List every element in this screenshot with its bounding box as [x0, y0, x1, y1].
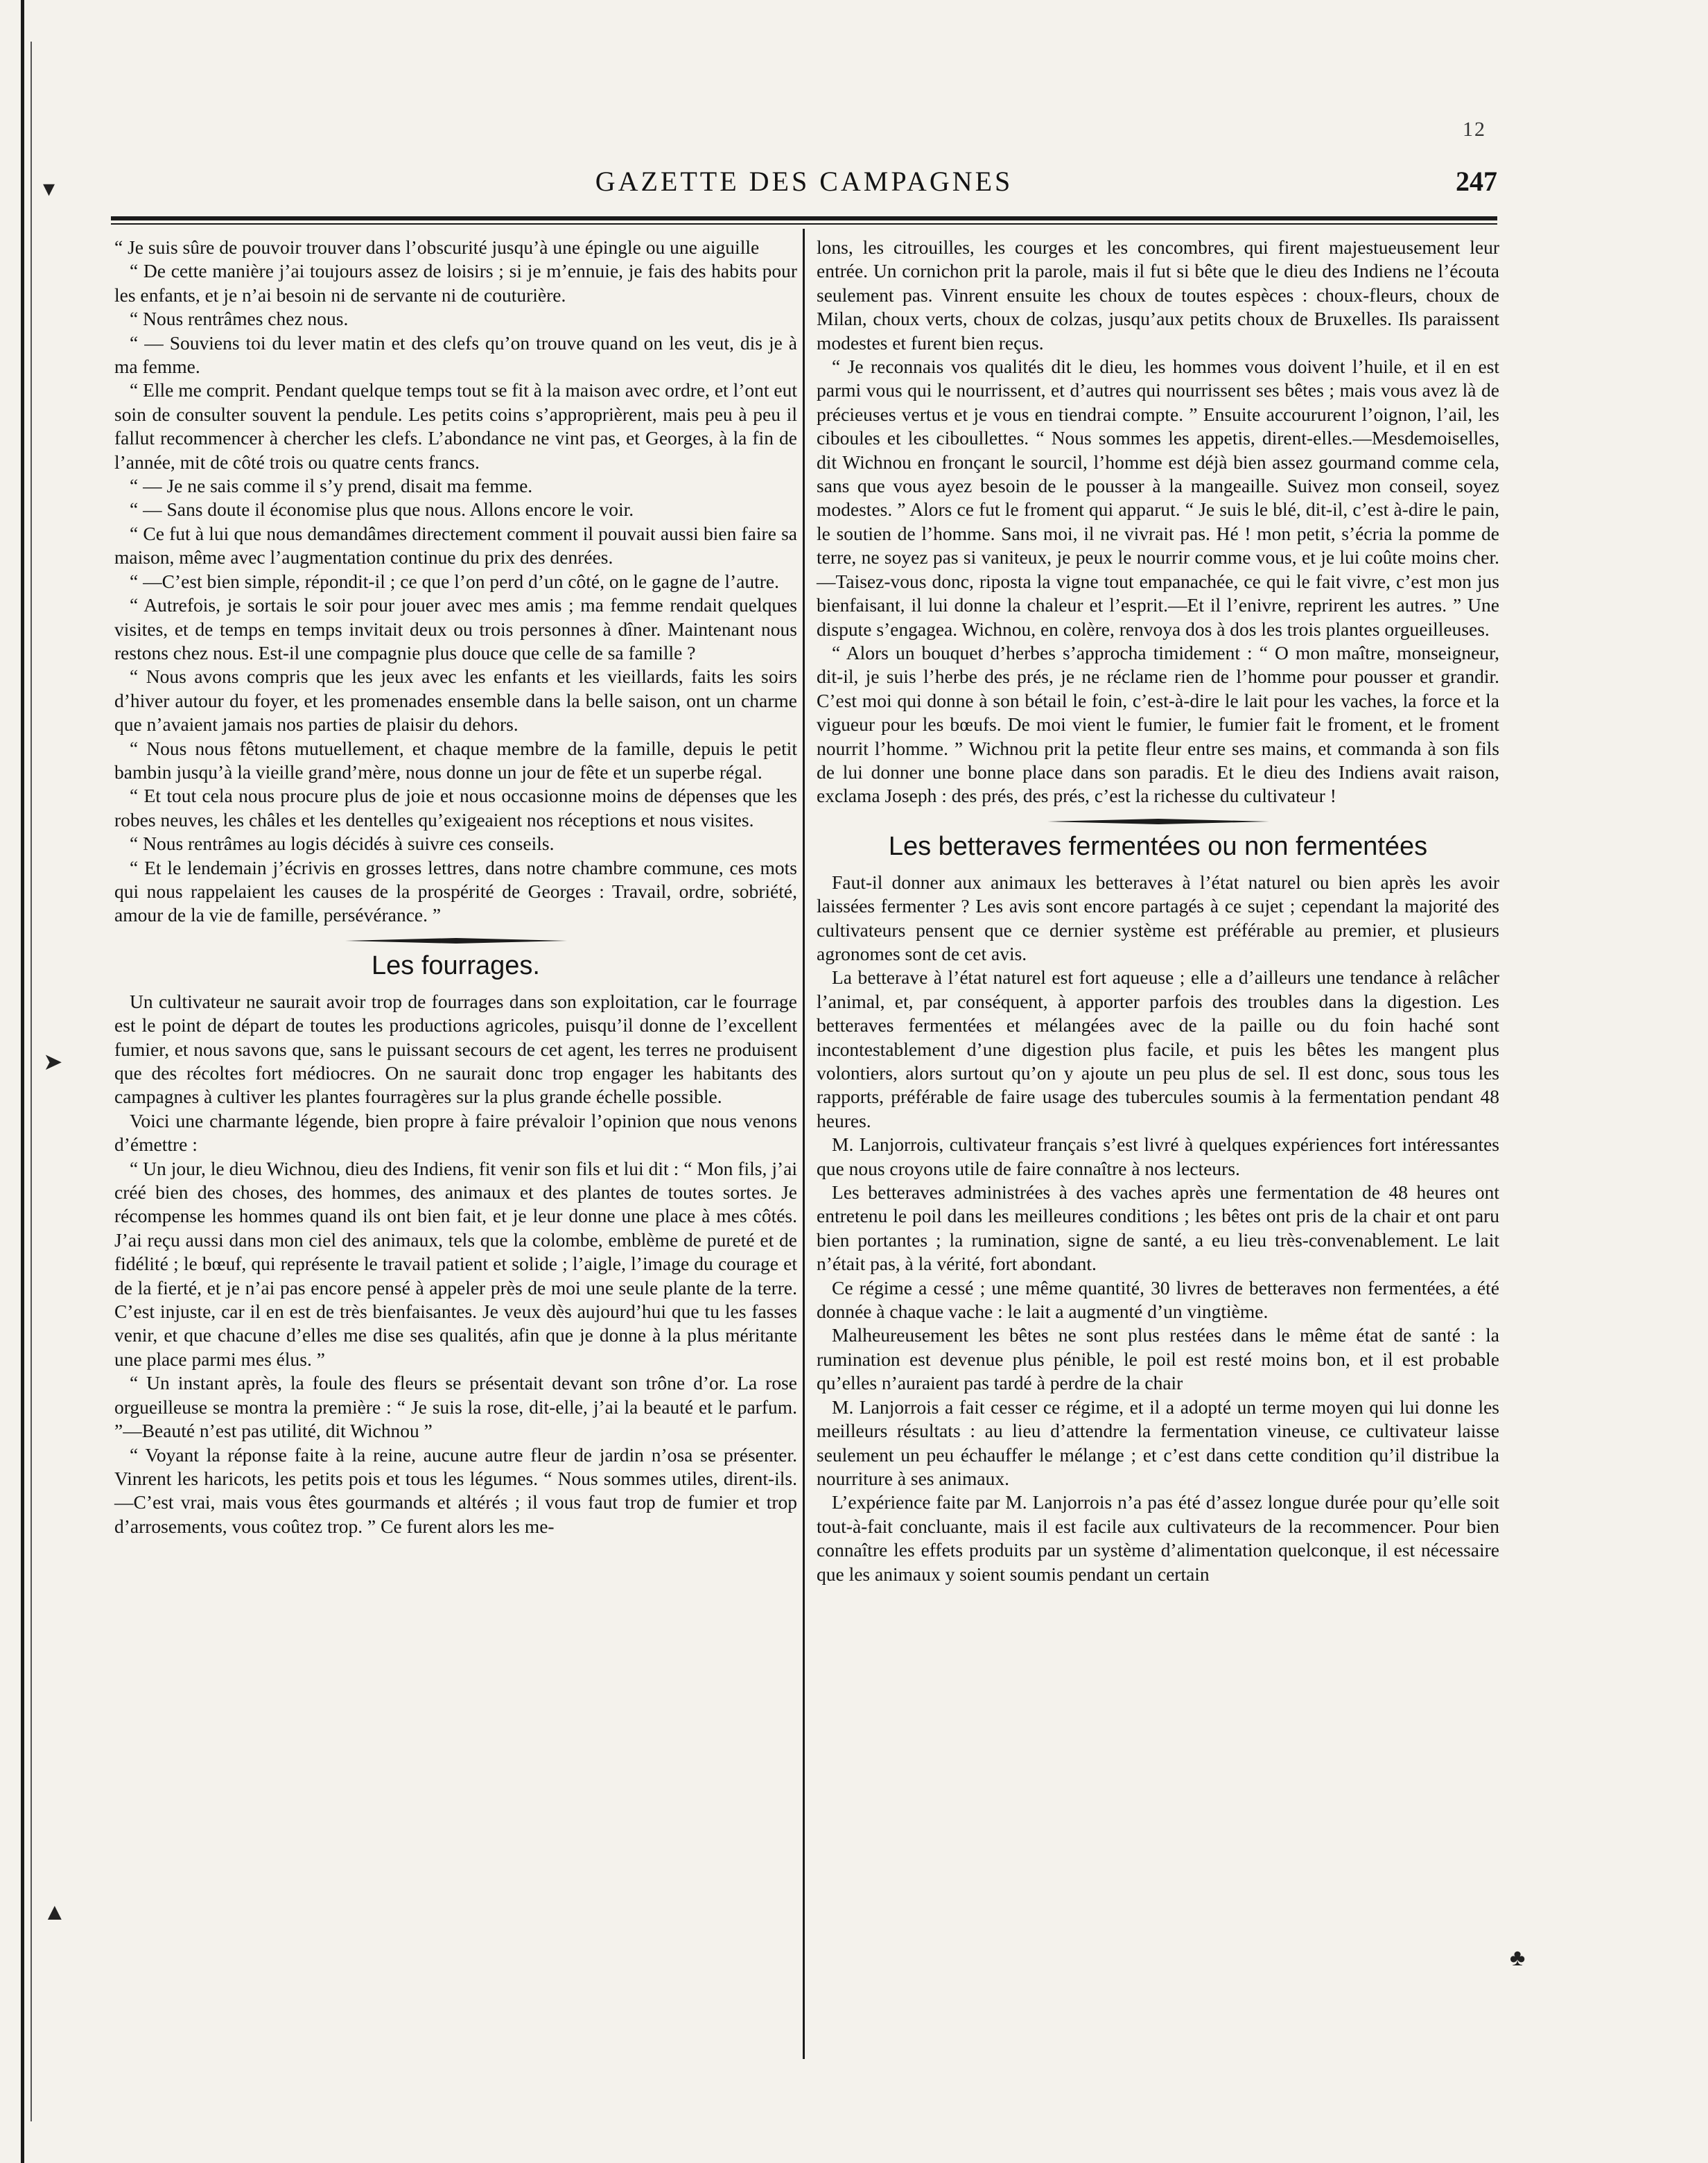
paragraph: Un cultivateur ne saurait avoir trop de fourrages dans son exploitation, car le fourrage est le point de départ de toutes les productions agricoles, puisqu’il donne de l’excellent fumier, et nous savons que, sans le puissant secours de cet agent, les terres ne produisent que des récoltes fort médiocres. On ne saurait donc trop engager les habitants des campagnes à cultiver les plantes fourragères sur la plus grande échelle possible. — [114, 990, 797, 1108]
column-divider — [803, 229, 805, 2059]
paragraph: “ — Je ne sais comme il s’y prend, disait ma femme. — [130, 475, 533, 497]
header-rule-thick — [111, 216, 1497, 220]
right-story-continued — [817, 236, 1499, 808]
paragraph: L’expérience faite par M. Lanjorrois n’a pas été d’assez longue durée pour qu’elle soit tout-à-fait concluante, mais il est facile aux cultivateurs de la recommencer. Pour bien connaître les effets produits par un système d’alimentation quelconque, il est nécessaire que les animaux y soient soumis pendant un certain — [817, 1491, 1499, 1585]
paragraph: “ Ce fut à lui que nous demandâmes directement comment il pouvait aussi bien faire sa maison, même avec l’augmentation continue du prix des denrées. — [114, 522, 797, 568]
paragraph: M. Lanjorrois, cultivateur français s’est livré à quelques expériences fort intéressantes que nous croyons utile de faire connaître à nos lecteurs. — [817, 1133, 1499, 1179]
left-story-continued — [114, 236, 797, 928]
paragraph: lons, les citrouilles, les courges et les concombres, qui firent majestueusement leur entrée. Un cornichon prit la parole, mais il fut si bête que le dieu des Indiens ne l’écouta seulement pas. Vinrent ensuite les choux de toutes espèces : choux-fleurs, choux de Milan, choux verts, choux de colzas, jusqu’aux petits choux de Bruxelles. Ils paraissent modestes et furent bien reçus. — [817, 236, 1499, 354]
binding-edge — [21, 0, 24, 2163]
paragraph: “ Nous nous fêtons mutuellement, et chaque membre de la famille, depuis le petit bambin jusqu’à la vieille grand’mère, nous donne un jour de fête et un superbe régal. — [114, 737, 797, 783]
publication-title: GAZETTE DES CAMPAGNES — [595, 166, 1013, 197]
article-fourrages — [114, 990, 797, 1538]
left-column — [114, 236, 797, 1538]
paragraph: “ Alors un bouquet d’herbes s’approcha timidement : “ O mon maître, monseigneur, dit-il, je suis l’herbe des prés, je ne réclame rien de l’homme pour pousser et grandir. C’est moi qui donne à son bétail le foin, c’est-à-dire le lait pour les vaches, la force et la vigueur pour les bœufs. De moi vient le fumier, le fumier fait le froment, et le froment nourrit l’homme. ” Wichnou prit la petite fleur entre ses mains, et commanda à son fils de lui donner une bonne place dans son paradis. Et le dieu des Indiens avait raison, exclama Joseph : des prés, des prés, c’est la richesse du cultivateur ! — [817, 641, 1499, 807]
paragraph: “ — Sans doute il économise plus que nous. Allons encore le voir. — [130, 498, 634, 521]
header-rule-thin — [111, 223, 1497, 225]
margin-arrow-mark: ➤ — [43, 1050, 63, 1075]
binding-edge-inner — [31, 42, 32, 2121]
paragraph: “ Je suis sûre de pouvoir trouver dans l’obscurité jusqu’à une épingle ou une aiguille — [114, 236, 760, 258]
paragraph: Malheureusement les bêtes ne sont plus restées dans le même état de santé : la rumination est devenue plus pénible, le poil est resté moins bon, et il est probable qu’elles n’auraient pas tardé à perdre de la chair — [817, 1324, 1499, 1394]
paragraph: “ Un jour, le dieu Wichnou, dieu des Indiens, fit venir son fils et lui dit : “ Mon fils, j’ai créé bien des choses, des hommes, des animaux et des plantes de toutes sortes. Je récompense les hommes quand ils ont bien fait, et je leur donne une place à mes côtés. J’ai reçu aussi dans mon ciel des animaux, tels que la colombe, emblème de pureté et de fidélité ; le bœuf, qui représente le travail patient et solide ; l’aigle, l’image du courage et de la fierté, et je n’ai pas encore pensé à appeler près de moi une seule plante de la terre. C’est injuste, car il en est de très bienfaisantes. Je veux dès aujourd’hui que tu les fasses venir, et que chacune d’elles me dise ses qualités, afin que je donne à la plus méritante une place parmi mes élus. ” — [114, 1157, 797, 1370]
paragraph: “ Et le lendemain j’écrivis en grosses lettres, dans notre chambre commune, ces mots qui nous rappelaient les causes de la prospérité de Georges : Travail, ordre, sobriété, amour de la vie de famille, persévérance. ” — [114, 856, 797, 926]
paragraph: “ Nous rentrâmes au logis décidés à suivre ces conseils. — [130, 833, 555, 855]
right-column — [817, 236, 1499, 1586]
paragraph: La betterave à l’état naturel est fort aqueuse ; elle a d’ailleurs une tendance à relâcher l’animal, et, par conséquent, à apporter parfois des troubles dans la digestion. Les betteraves fermentées et mélangées avec de la paille ou du foin haché sont incontestablement d’une digestion plus facile, et puis les bêtes les mangent plus volontiers, alors surtout qu’on y ajoute un peu plus de sel. Il est donc, sous tous les rapports, préférable de faire usage des tubercules soumis à la fermentation pendant 48 heures. — [817, 966, 1499, 1131]
section-title-fourrages: Les fourrages. — [372, 950, 540, 980]
paragraph: “ —C’est bien simple, répondit-il ; ce que l’on perd d’un côté, on le gagne de l’autre. — [130, 570, 779, 592]
paragraph: Ce régime a cessé ; une même quantité, 30 livres de betteraves non fermentées, a été donnée à chaque vache : le lait a augmenté d’un vingtième. — [817, 1276, 1499, 1323]
paragraph: “ Et tout cela nous procure plus de joie et nous occasionne moins de dépenses que les robes neuves, les châles et les dentelles qu’exigeaient nos réceptions et nous visites. — [114, 785, 797, 831]
paragraph: “ Voyant la réponse faite à la reine, aucune autre fleur de jardin n’osa se présenter. Vinrent les haricots, les petits pois et tous les légumes. “ Nous sommes utiles, dirent-ils.—C’est vrai, mais vous êtes gourmands et altérés ; il vous faut trop de fumier et trop d’arrosements, vous coûtez trop. ” Ce furent alors les me- — [114, 1443, 797, 1537]
page-number: 247 — [1456, 166, 1497, 197]
paragraph: “ Nous avons compris que les jeux avec les enfants et les vieillards, faits les soirs d’hiver autour du foyer, et les promenades ensemble dans la belle saison, ont un charme que n’avaient jamais nos parties de plaisir du dehors. — [114, 666, 797, 736]
paragraph: “ Nous rentrâmes chez nous. — [130, 308, 349, 330]
margin-arrow-mark: ▲ — [43, 1900, 67, 1925]
paragraph: Faut-il donner aux animaux les betteraves à l’état naturel ou bien après les avoir laissées fermenter ? Les avis sont encore partagés à ce sujet ; cependant la majorité des cultivateurs pensent que ce dernier système est préférable au premier, et plusieurs agronomes sont de cet avis. — [817, 871, 1499, 964]
paragraph: “ Autrefois, je sortais le soir pour jouer avec mes amis ; ma femme rendait quelques visites, et de temps en temps invitait deux ou trois personnes à dîner. Maintenant nous restons chez nous. Est-il une compagnie plus douce que celle de sa famille ? — [114, 594, 797, 663]
paragraph: “ Elle me comprit. Pendant quelque temps tout se fit à la maison avec ordre, et l’ont eut soin de consulter souvent la pendule. Les petits coins s’approprièrent, mais peu à peu il fallut recommencer à chercher les clefs. L’abondance ne vint pas, et Georges, à la fin de l’année, mit de côté trois ou quatre cents francs. — [114, 379, 797, 473]
paragraph: M. Lanjorrois a fait cesser ce régime, et il a adopté un terme moyen qui lui donne les meilleurs résultats : au lieu d’attendre la fermentation vineuse, ce cultivateur laisse seulement un peu échauffer le mélange ; et c’est dans cette condition qu’il distribue la nourriture à ses animaux. — [817, 1396, 1499, 1489]
paragraph: “ Je reconnais vos qualités dit le dieu, les hommes vous doivent l’huile, et il en est parmi vous qui le nourrissent, et d’autres qui nourrissent ses bêtes ; mais vous avez là de précieuses vertus et je vous en tiendrai compte. ” Ensuite accoururent l’oignon, l’ail, les ciboules et les ciboullettes. “ Nous sommes les appetis, dirent-elles.—Mesdemoiselles, dit Wichnou en fronçant le sourcil, l’homme est déjà bien assez gourmand comme cela, sans que vous ayez besoin de le pousser à la mangeaille. Suivez mon conseil, soyez modestes. ” Alors ce fut le froment qui apparut. “ Je suis le blé, dit-il, c’est à-dire le pain, le soutien de l’homme. Sans moi, il ne vivrait pas. Hé ! mon petit, s’écria la pomme de terre, ne soyez pas si vaniteux, je peux le nourrir comme vous, et je lui coûte moins cher.—Taisez-vous donc, riposta la vigne tout empanachée, ce qui le fait vivre, c’est mon jus bienfaisant, il lui donne la chaleur et l’esprit.—Et il l’enivre, reprirent les autres. ” Une dispute s’engagea. Wichnou, en colère, renvoya dos à dos les trois plantes orgueilleuses. — [817, 356, 1499, 640]
paragraph: “ Un instant après, la foule des fleurs se présentait devant son trône d’or. La rose orgueilleuse se montra la première : “ Je suis la rose, dit-elle, j’ai la beauté et le parfum. ”—Beauté n’est pas utilité, dit Wichnou ” — [114, 1372, 797, 1442]
page-header — [111, 165, 1497, 207]
section-separator-ornament — [1047, 818, 1269, 825]
article-betteraves — [817, 871, 1499, 1586]
paragraph: “ — Souviens toi du lever matin et des clefs qu’on trouve quand on les veut, dis je à ma femme. — [114, 331, 797, 378]
section-separator-ornament — [345, 937, 567, 944]
section-title-betteraves: Les betteraves fermentées ou non fermentées — [888, 831, 1428, 861]
paragraph: Voici une charmante légende, bien propre à faire prévaloir l’opinion que nous venons d’émettre : — [114, 1109, 797, 1156]
paragraph: “ De cette manière j’ai toujours assez de loisirs ; si je m’ennuie, je fais des habits pour les enfants, et je n’ai besoin ni de servante ni de couturière. — [114, 260, 797, 306]
margin-arrow-mark: ▾ — [43, 176, 55, 202]
corner-page-mark: 12 — [1463, 118, 1486, 141]
paragraph: Les betteraves administrées à des vaches après une fermentation de 48 heures ont entretenu le poil dans les meilleures conditions ; les bêtes ont pris de la chair et ont paru bien portantes ; la rumination, signe de santé, a eu lieu très-convenablement. Le lait n’était pas, à la vérité, fort abondant. — [817, 1181, 1499, 1275]
margin-ink-blot: ♣ — [1510, 1945, 1526, 1971]
